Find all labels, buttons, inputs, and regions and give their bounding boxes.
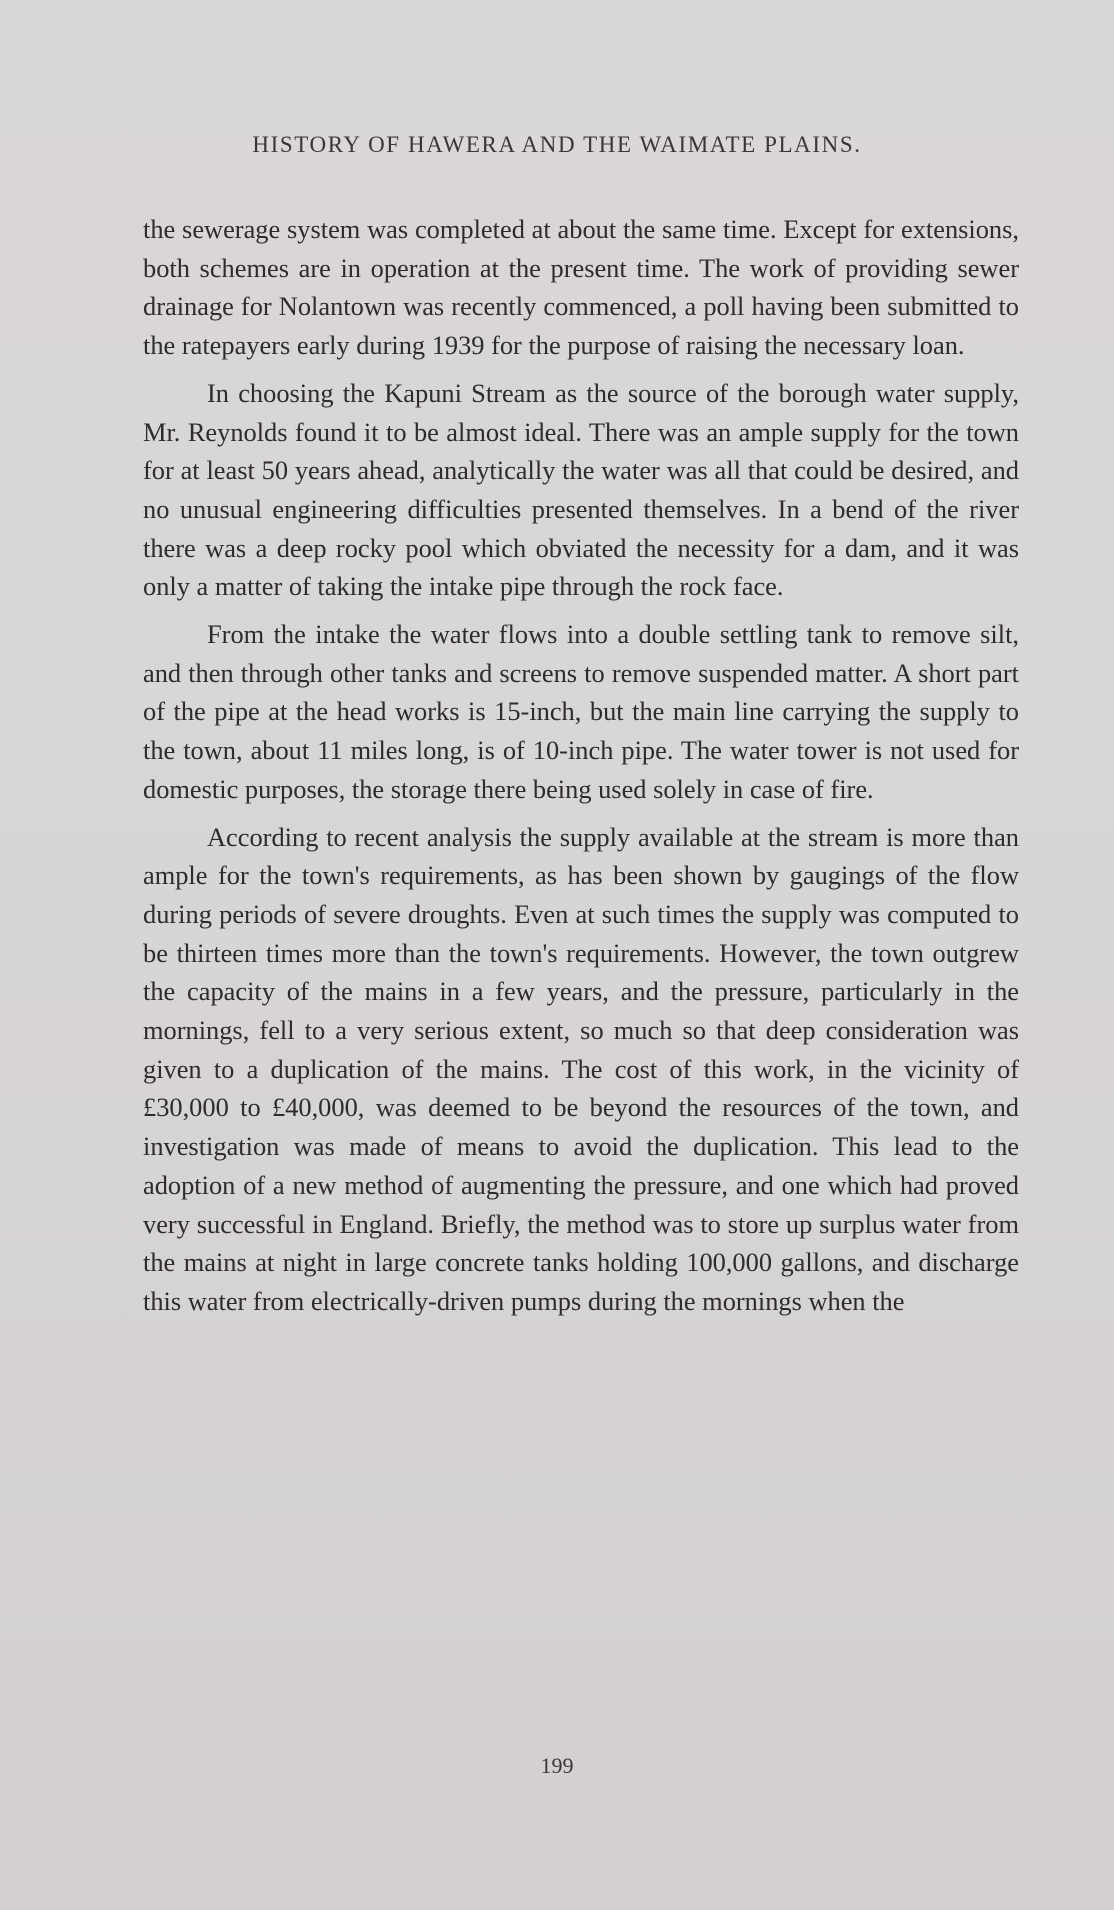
paragraph-intake: From the intake the water flows into a double settling tank to remove silt, and then through other tanks and screens to remove suspended matter. A short part of the pipe at the head works is 15-inch, but the main line carrying the supply to the town, about 11 miles long, is of 10-inch pipe. The water tower is not used for domestic purposes, the storage there being used solely in case of fire. <box>143 619 1019 804</box>
body-text <box>143 210 1019 1330</box>
running-head: HISTORY OF HAWERA AND THE WAIMATE PLAINS. <box>252 132 862 157</box>
paragraph-continuation: the sewerage system was completed at about the same time. Except for extensions, both schemes are in operation at the present time. The work of providing sewer drainage for Nolantown was recently commenced, a poll having been submitted to the ratepayers early during 1939 for the purpose of raising the necessary loan. <box>143 214 1019 361</box>
page-number: 199 <box>540 1753 574 1778</box>
paragraph-water-source: In choosing the Kapuni Stream as the source of the borough water supply, Mr. Reynolds found it to be almost ideal. There was an ample supply for the town for at least 50 years ahead, analytically the water was all that could be desired, and no unusual engineering difficulties presented themselves. In a bend of the river there was a deep rocky pool which obviated the necessity for a dam, and it was only a matter of taking the intake pipe through the rock face. <box>143 377 1019 602</box>
paragraph-analysis: According to recent analysis the supply available at the stream is more than ample for the town's requirements, as has been shown by gaugings of the flow during periods of severe droughts. Even at such times the supply was computed to be thirteen times more than the town's requirements. However, the town outgrew the capacity of the mains in a few years, and the pressure, particularly in the mornings, fell to a very serious extent, so much so that deep consideration was given to a duplication of the mains. The cost of this work, in the vicinity of £30,000 to £40,000, was deemed to be beyond the resources of the town, and investigation was made of means to avoid the duplication. This lead to the adoption of a new method of augmenting the pressure, and one which had proved very successful in England. Briefly, the method was to store up surplus water from the mains at night in large concrete tanks holding 100,000 gallons, and discharge this water from electrically-driven pumps during the mornings when the <box>143 821 1019 1316</box>
